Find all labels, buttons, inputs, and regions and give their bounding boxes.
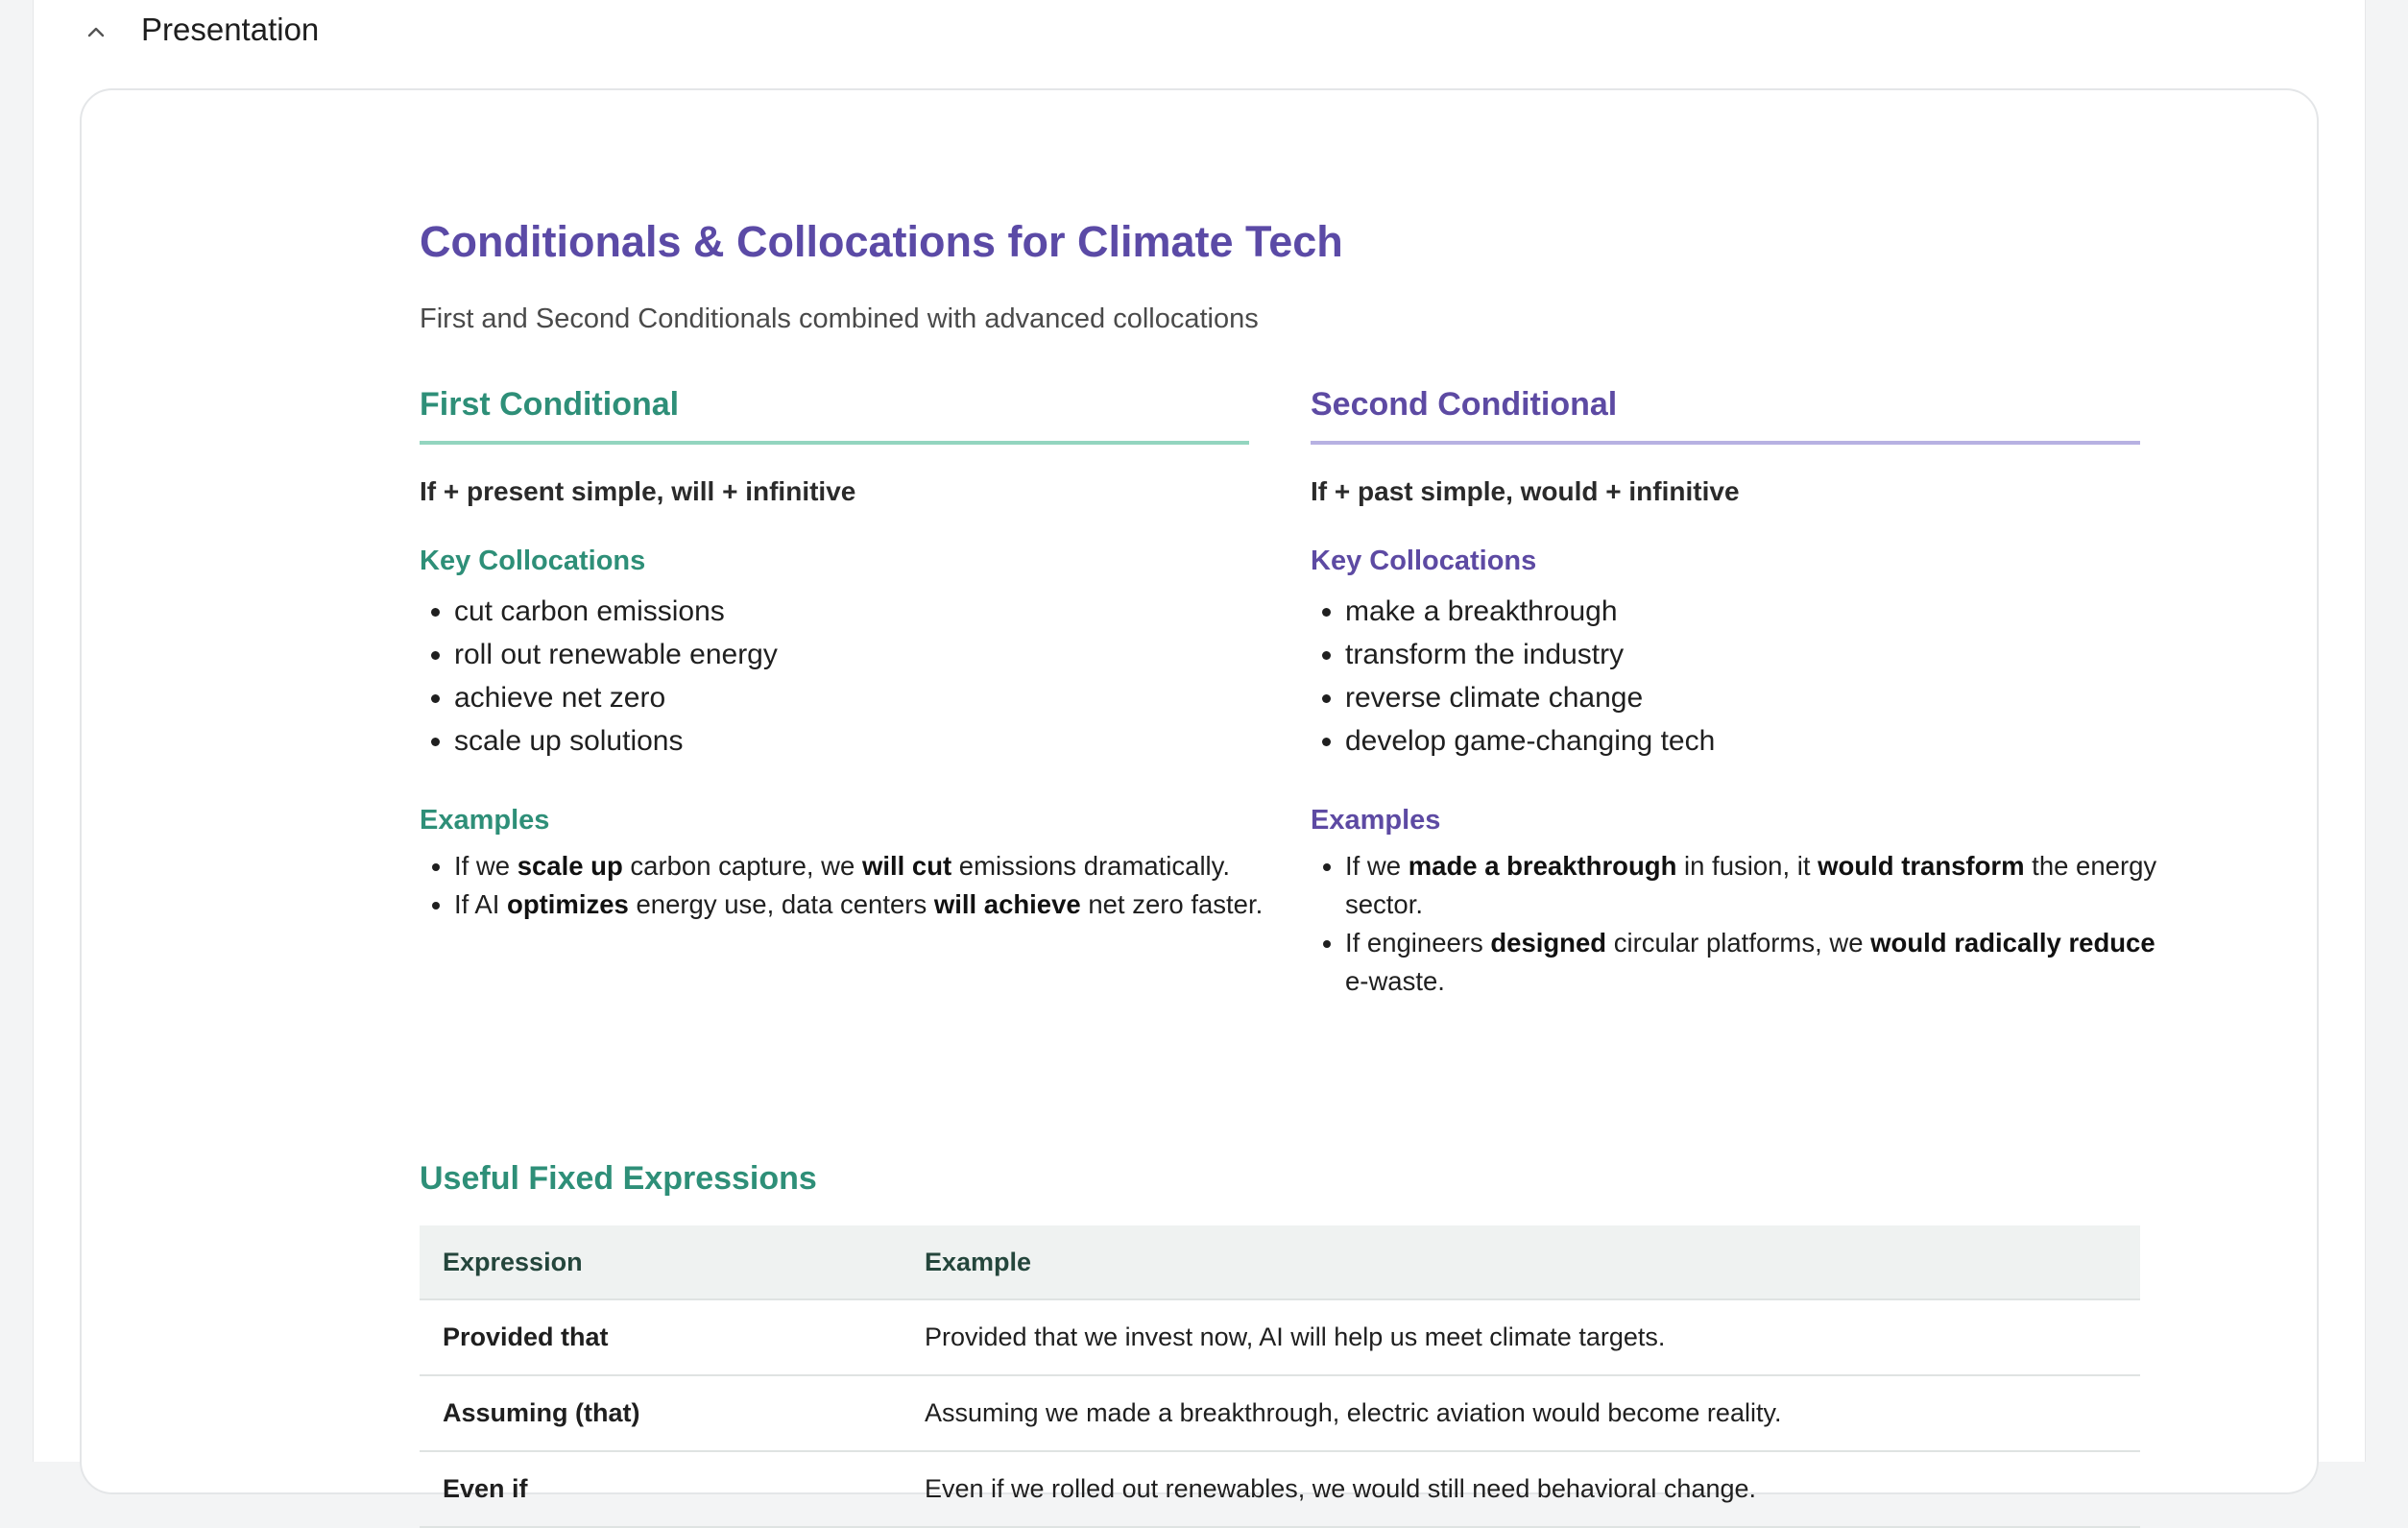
example-cell: Even if we rolled out renewables, we would still need behavioral change.	[902, 1451, 2140, 1527]
expression-cell: Assuming (that)	[420, 1375, 902, 1451]
example-text: net zero faster.	[1080, 889, 1264, 919]
first-examples-heading: Examples	[420, 805, 550, 836]
example-text: If engineers	[1345, 928, 1491, 958]
table-row	[420, 1451, 2140, 1527]
example-highlight: would transform	[1818, 851, 2025, 881]
presentation-panel	[33, 0, 2366, 1503]
example-text: the energy sector.	[1345, 851, 2157, 919]
example-text: emissions dramatically.	[951, 851, 1231, 881]
first-conditional-structure: If + present simple, will + infinitive	[420, 476, 856, 506]
example-text: e-waste.	[1345, 966, 1445, 996]
lesson-title: Conditionals & Collocations for Climate Tech	[420, 217, 1343, 266]
lesson-subtitle: First and Second Conditionals combined with advanced collocations	[420, 303, 1259, 334]
collocation-item: • scale up solutions	[454, 719, 778, 763]
collocation-item: • cut carbon emissions	[454, 590, 778, 633]
second-collocations-list	[1311, 590, 1715, 763]
example-item	[1345, 924, 2159, 1001]
second-collocations-heading: Key Collocations	[1311, 546, 1537, 576]
example-cell: Provided that we invest now, AI will help us meet climate targets.	[902, 1299, 2140, 1375]
example-highlight: designed	[1490, 928, 1607, 958]
fixed-expressions-heading: Useful Fixed Expressions	[420, 1160, 817, 1197]
first-collocations-heading: Key Collocations	[420, 546, 646, 576]
second-examples-heading: Examples	[1311, 805, 1441, 836]
example-text: If we	[1345, 851, 1409, 881]
example-highlight: will cut	[861, 851, 952, 881]
collocation-item: • transform the industry	[1345, 633, 1715, 676]
example-text: carbon capture, we	[622, 851, 862, 881]
example-highlight: made a breakthrough	[1408, 851, 1677, 881]
example-highlight: scale up	[517, 851, 623, 881]
second-examples-list	[1311, 847, 2159, 1001]
first-collocations-list	[420, 590, 778, 763]
collocation-item: • roll out renewable energy	[454, 633, 778, 676]
example-text: If AI	[454, 889, 508, 919]
example-highlight: optimizes	[507, 889, 629, 919]
example-highlight: would radically reduce	[1870, 928, 2155, 958]
second-conditional-heading: Second Conditional	[1311, 386, 2140, 445]
table-row	[420, 1375, 2140, 1451]
fixed-expressions-table	[420, 1225, 2140, 1528]
example-item	[454, 847, 1268, 885]
collocation-item: • make a breakthrough	[1345, 590, 1715, 633]
chevron-up-icon[interactable]	[82, 17, 110, 46]
column-header-expression: Expression	[420, 1225, 902, 1299]
example-text: energy use, data centers	[628, 889, 934, 919]
second-conditional-structure: If + past simple, would + infinitive	[1311, 476, 1740, 506]
table-header-row	[420, 1225, 2140, 1299]
section-header[interactable]	[34, 0, 2365, 67]
expression-cell: Even if	[420, 1451, 902, 1527]
example-highlight: will achieve	[933, 889, 1081, 919]
example-cell: Assuming we made a breakthrough, electric aviation would become reality.	[902, 1375, 2140, 1451]
lesson-card	[80, 88, 2319, 1503]
collocation-item: • achieve net zero	[454, 676, 778, 719]
example-text: circular platforms, we	[1606, 928, 1871, 958]
example-text: in fusion, it	[1676, 851, 1818, 881]
first-conditional-heading: First Conditional	[420, 386, 1249, 445]
example-item	[1345, 847, 2159, 924]
example-text: If we	[454, 851, 518, 881]
collocation-item: • reverse climate change	[1345, 676, 1715, 719]
table-row	[420, 1299, 2140, 1375]
collocation-item: • develop game-changing tech	[1345, 719, 1715, 763]
column-header-example: Example	[902, 1225, 2140, 1299]
expression-cell: Provided that	[420, 1299, 902, 1375]
section-title: Presentation	[141, 12, 320, 47]
example-item	[454, 885, 1268, 924]
first-examples-list	[420, 847, 1268, 924]
